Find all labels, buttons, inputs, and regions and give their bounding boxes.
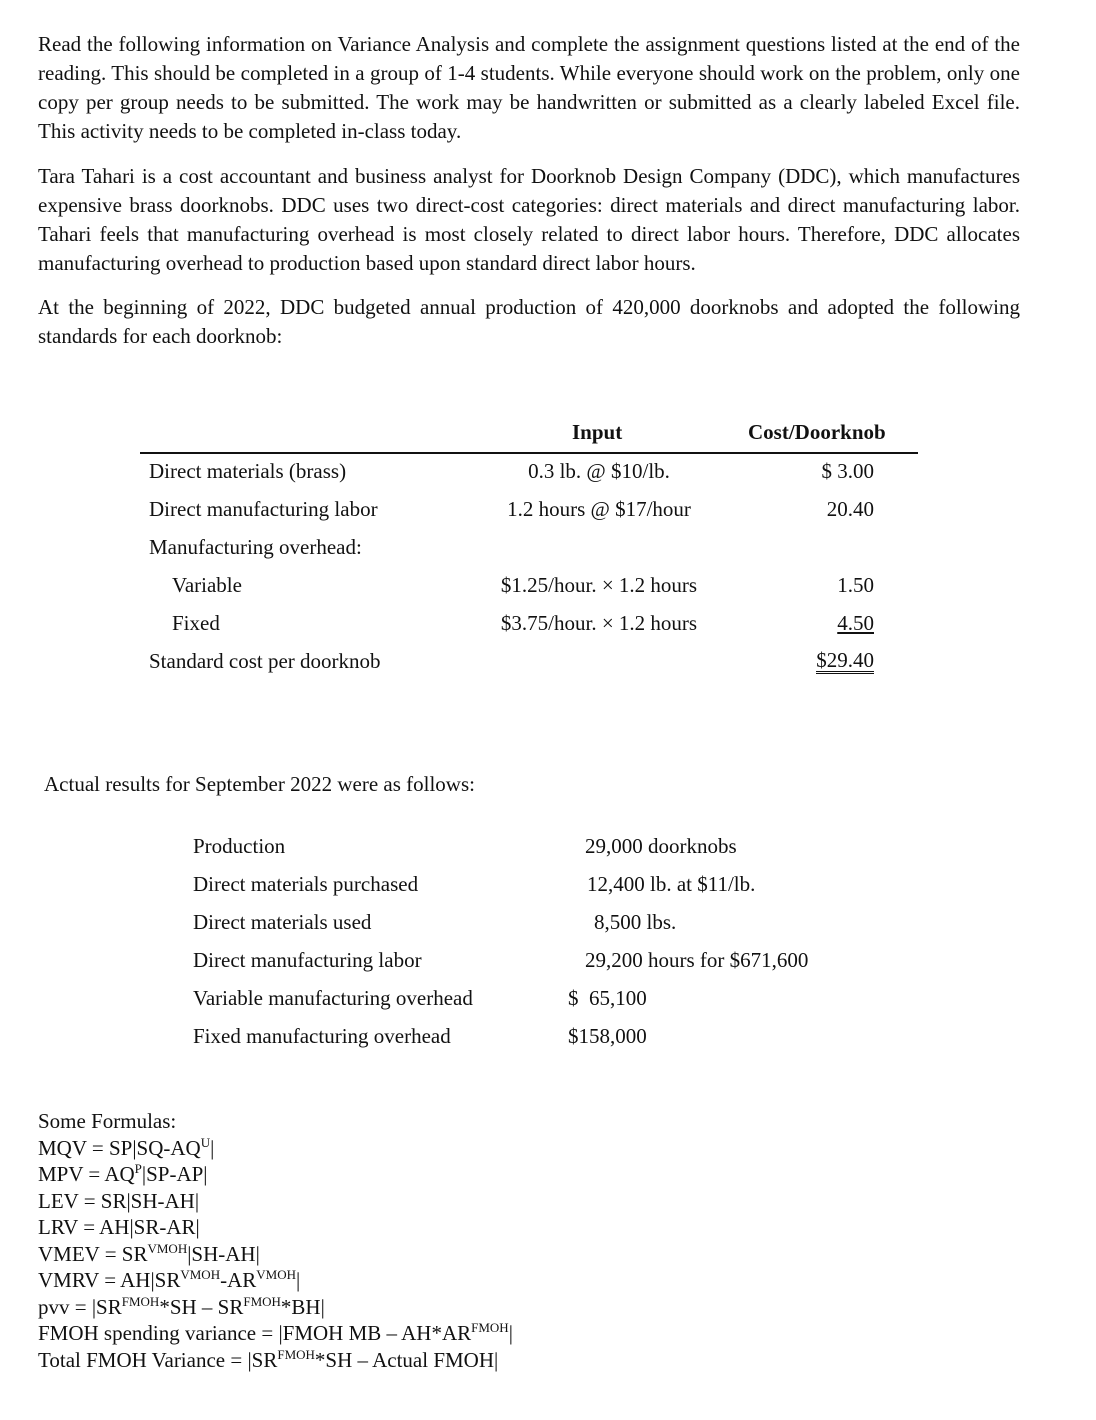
actual-label: Fixed manufacturing overhead — [193, 1024, 451, 1048]
row-input: 0.3 lb. @ $10/lb. — [528, 459, 670, 483]
intro-instructions: Read the following information on Variance Analysis and complete the assignment questions listed at the end of the reading. This should be completed in a group of 1-4 students. While everyone should work on the problem, only one copy per group needs to be submitted. The work may be handwritten or submitted as a clearly labeled Excel file. This activity needs to be completed in-class today. — [38, 32, 1020, 143]
formula-lrv: LRV = AH|SR-AR| — [38, 1215, 200, 1239]
row-input: $1.25/hour. × 1.2 hours — [500, 573, 698, 597]
row-cost: 1.50 — [837, 573, 874, 597]
actual-label: Variable manufacturing overhead — [193, 986, 473, 1010]
actual-label: Direct materials used — [193, 910, 372, 934]
table-row — [140, 649, 918, 687]
formula-fmoh-spending: FMOH spending variance = |FMOH MB – $AH*AR^{FMOH}|$ — [38, 1320, 513, 1345]
standards-table-header — [140, 418, 918, 454]
formula-vmev: VMEV = $SR^{VMOH}|SH-AH|$ — [38, 1240, 260, 1266]
table-row — [140, 573, 918, 611]
actual-results-heading: Actual results for September 2022 were as follows: — [44, 772, 475, 796]
column-header-cost: Cost/Doorknob — [748, 420, 886, 444]
table-row — [140, 535, 918, 573]
formula-total-fmoh: Total FMOH Variance = $|SR^{FMOH}*SH$ – Actual FMOH| — [38, 1346, 499, 1372]
actual-label: Direct materials purchased — [193, 872, 419, 896]
row-label: Direct materials (brass) — [149, 459, 347, 483]
total-cost: $29.40 — [816, 648, 874, 672]
row-label: Manufacturing overhead: — [149, 535, 362, 559]
table-row — [140, 497, 918, 535]
formula-pvv: pvv = $|SR^{FMOH}*SH - SR^{FMOH}*BH|$ — [38, 1293, 325, 1319]
row-cost: 4.50 — [837, 611, 874, 635]
row-label: Fixed — [172, 611, 220, 635]
formula-lev: LEV = SR|SH-AH| — [38, 1188, 200, 1213]
formula-mpv: MPV = $AQ^P|SP-AP|$ — [38, 1161, 208, 1186]
intro-company-description: Tara Tahari is a cost accountant and business analyst for Doorknob Design Company (DDC), which manufactures expensive brass doorknobs. DDC uses two direct-cost categories: direct materials and direct manufacturing labor. Tahari feels that manufacturing overhead is most closely related to direct labor hours. Therefore, DDC allocates manufacturing overhead to production based upon standard direct labor hours. — [38, 164, 1020, 275]
row-input: $3.75/hour. × 1.2 hours — [500, 611, 698, 635]
row-input: 1.2 hours @ $17/hour — [507, 497, 691, 521]
actual-value: $158,000 — [568, 1024, 647, 1048]
row-label: Direct manufacturing labor — [149, 497, 378, 521]
row-label: Variable — [172, 573, 242, 597]
actual-value: 29,200 hours for $671,600 — [585, 948, 809, 972]
formula-mqv: MQV = $SP|SQ-AQ^U|$ — [38, 1134, 215, 1160]
actual-value: 8,500 lbs. — [594, 910, 677, 934]
row-cost: $ 3.00 — [821, 459, 874, 483]
actual-value: 12,400 lb. at $11/lb. — [587, 872, 756, 896]
actual-value: $ 65,100 — [568, 986, 647, 1010]
actual-label: Direct manufacturing labor — [193, 948, 422, 972]
table-row — [140, 611, 918, 649]
formulas-title: Some Formulas: — [38, 1109, 177, 1133]
table-row — [140, 459, 918, 497]
column-header-input: Input — [572, 420, 623, 444]
row-label: Standard cost per doorknob — [149, 649, 381, 673]
actual-label: Production — [193, 834, 286, 858]
actual-value: 29,000 doorknobs — [585, 834, 737, 858]
formulas-block — [38, 1108, 513, 1373]
formula-vmrv: VMRV = $AH|SR^{VMOH}-AR^{VMOH}|$ — [38, 1267, 301, 1292]
intro-standards-lead: At the beginning of 2022, DDC budgeted annual production of 420,000 doorknobs and adopted the following standards for each doorknob: — [38, 295, 1020, 348]
row-cost: 20.40 — [826, 497, 874, 521]
